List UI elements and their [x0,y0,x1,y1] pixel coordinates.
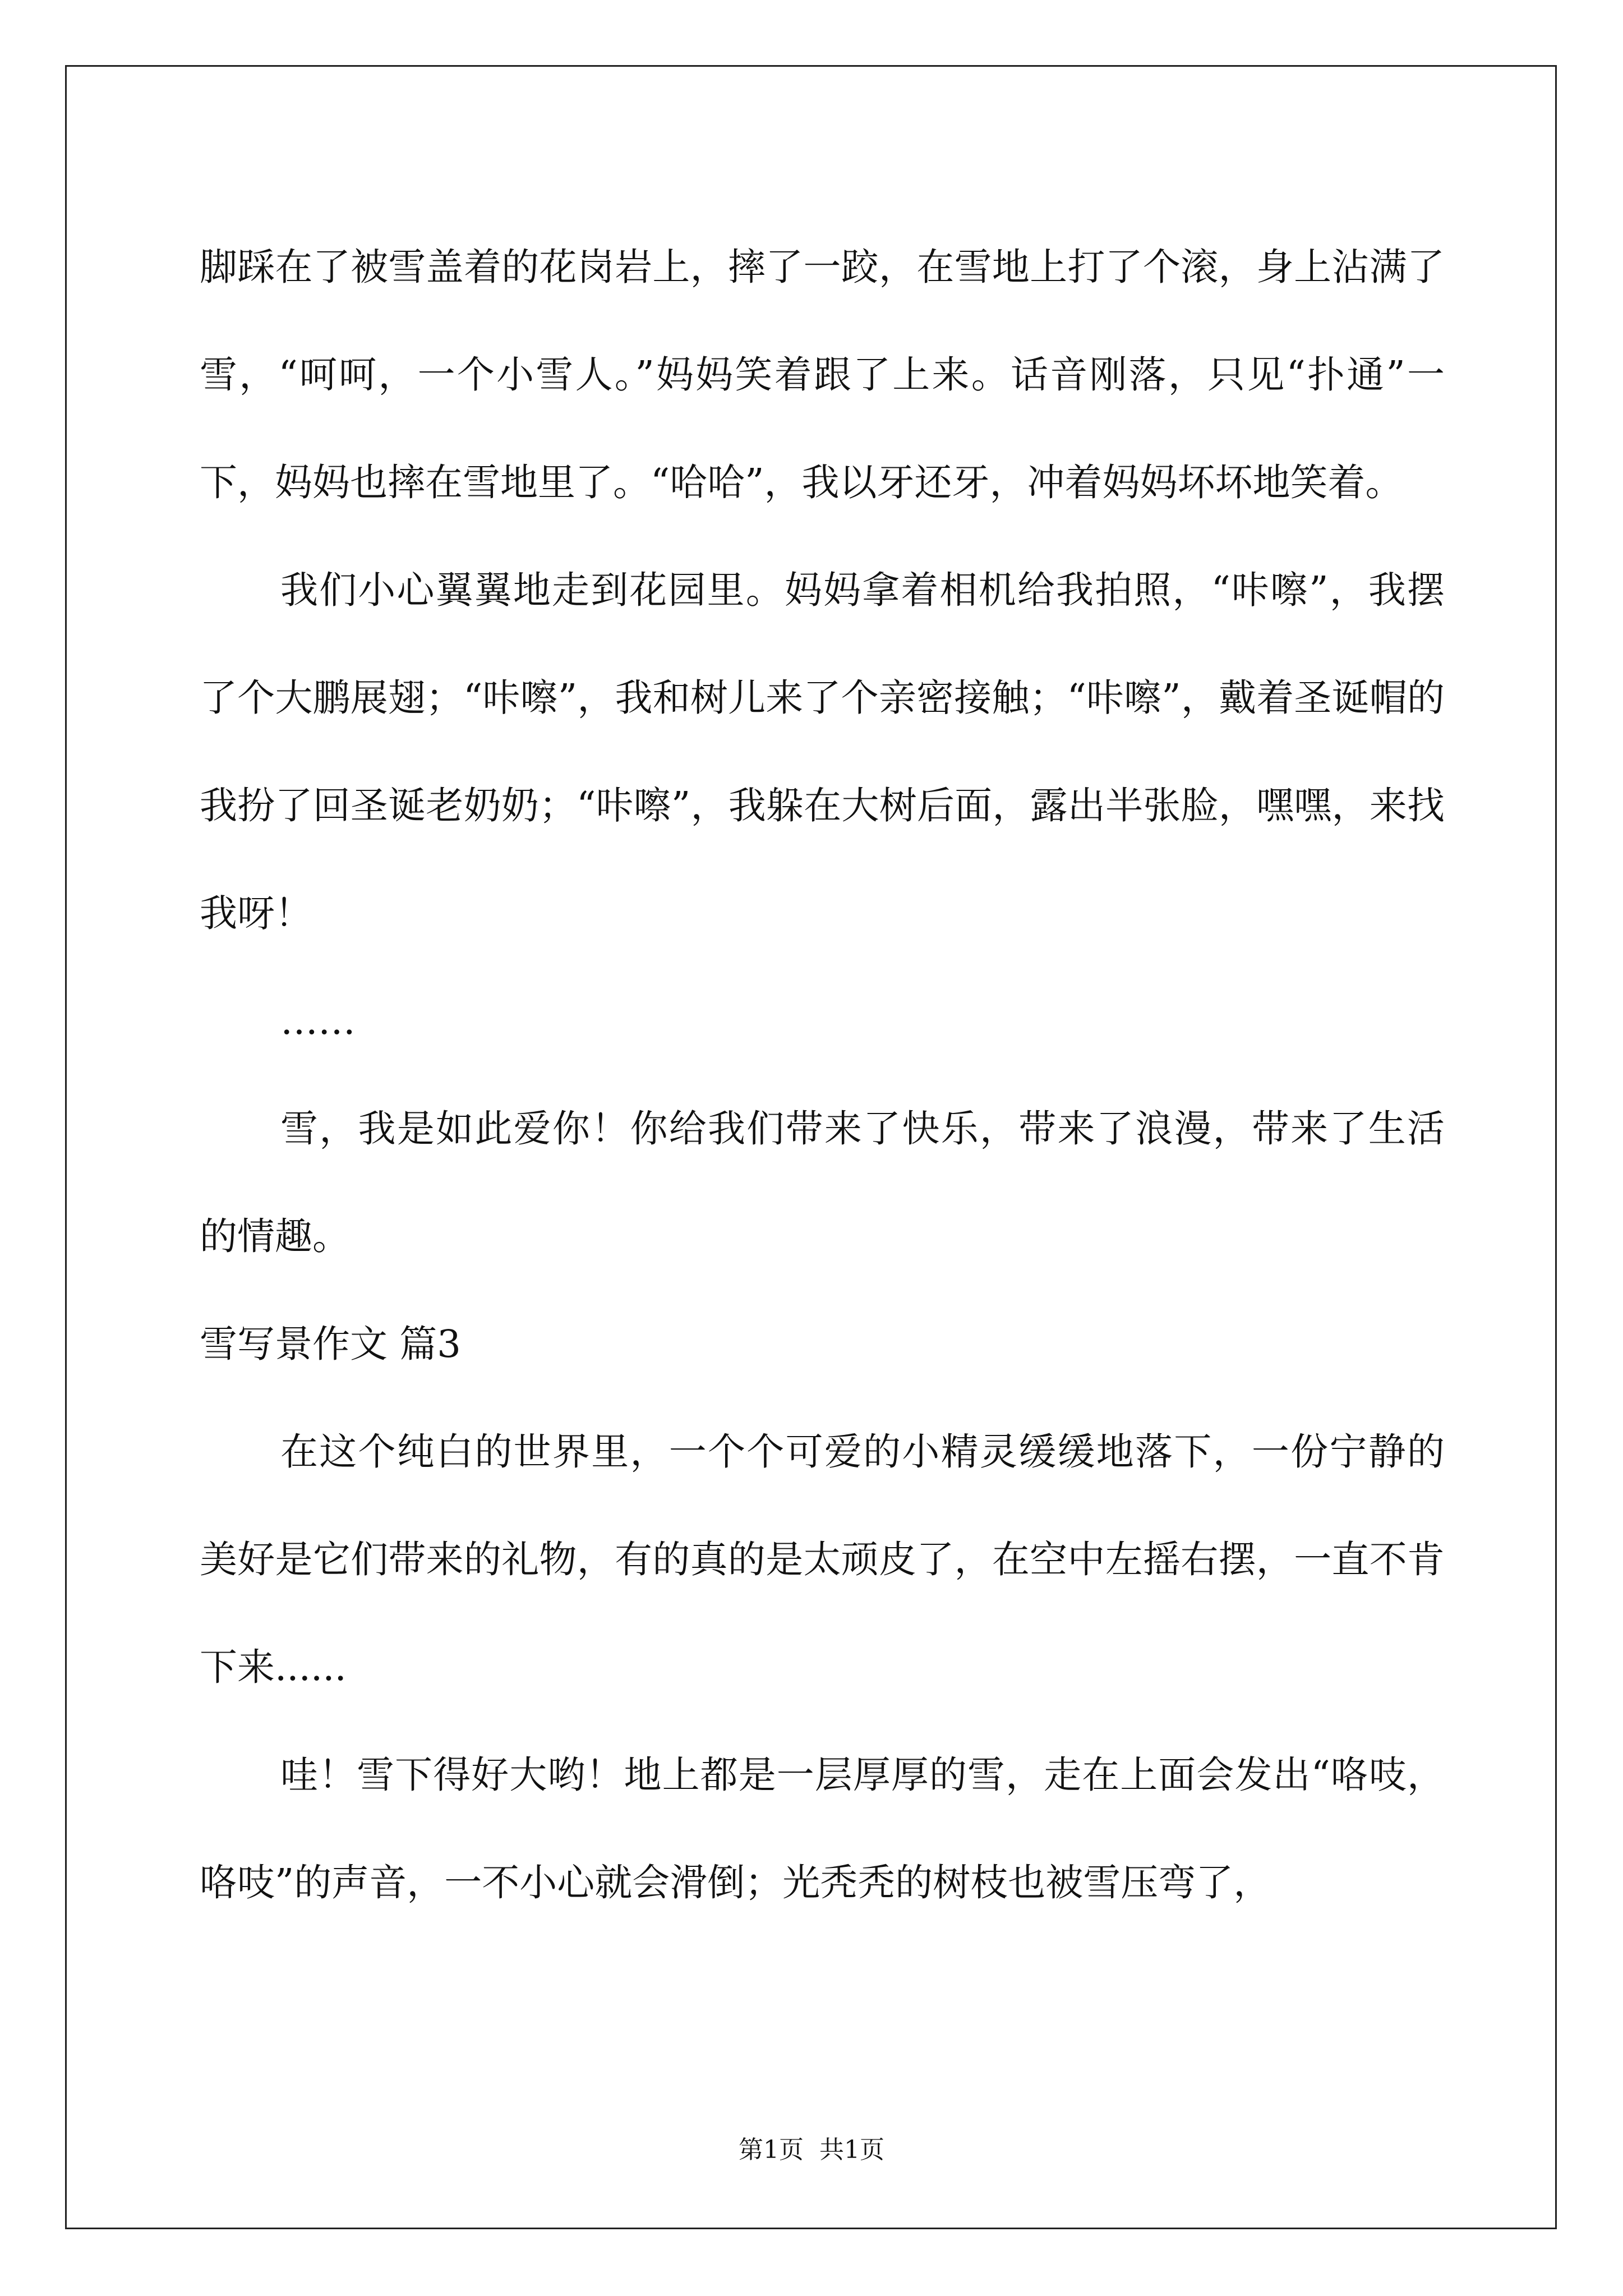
paragraph-2: 我们小心翼翼地走到花园里。妈妈拿着相机给我拍照，“咔嚓”，我摆了个大鹏展翅；“咔嚓”，我和树儿来了个亲密接触；“咔嚓”，戴着圣诞帽的我扮了回圣诞老奶奶；“咔嚓”，我躲在大树后面，露出半张脸，嘿嘿，来找我呀！ [200,568,1445,935]
page-number: 第1页 [739,2136,804,2164]
paragraph-1: 脚踩在了被雪盖着的花岗岩上，摔了一跤，在雪地上打了个滚，身上沾满了雪，“呵呵，一个小雪人。”妈妈笑着跟了上来。话音刚落，只见“扑通”一下，妈妈也摔在雪地里了。“哈哈”，我以牙还牙，冲着妈妈坏坏地笑着。 [200,245,1445,504]
paragraph-4: 在这个纯白的世界里，一个个可爱的小精灵缓缓地落下，一份宁静的美好是它们带来的礼物，有的真的是太顽皮了，在空中左摇右摆，一直不肯下来...... [200,1430,1445,1689]
paragraph-ellipsis: …… [280,999,356,1043]
paragraph-3: 雪，我是如此爱你！你给我们带来了快乐，带来了浪漫，带来了生活的情趣。 [200,1107,1445,1258]
page-footer [0,2129,1623,2165]
page-total: 共1页 [819,2136,884,2164]
section-heading: 雪写景作文 篇3 [200,1322,461,1366]
document-body [200,213,1445,1936]
paragraph-5: 哇！雪下得好大哟！地上都是一层厚厚的雪，走在上面会发出“咯吱，咯吱”的声音，一不小心就会滑倒；光秃秃的树枝也被雪压弯了， [200,1753,1445,1904]
